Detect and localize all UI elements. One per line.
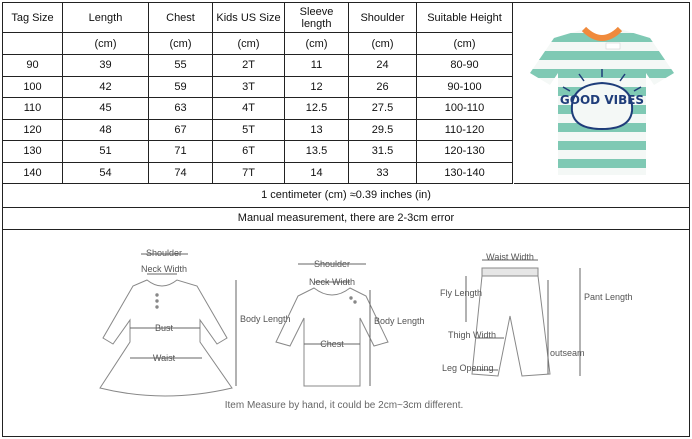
table-cell: 59 [149, 76, 213, 98]
table-cell: 51 [63, 141, 149, 163]
tshirt-shoulder-label: Shoulder [313, 259, 351, 269]
pants-outseam-label: outseam [550, 348, 585, 358]
table-cell: 54 [63, 162, 149, 184]
pants-diagram [466, 260, 580, 376]
table-cell: 80-90 [417, 55, 513, 77]
dress-shoulder-label: Shoulder [145, 248, 183, 258]
product-image [514, 2, 690, 184]
table-unit-row [3, 33, 513, 55]
header-cell: Kids US Size [213, 3, 285, 33]
unit-cell: (cm) [63, 33, 149, 55]
table-cell: 67 [149, 119, 213, 141]
table-cell: 110 [3, 98, 63, 120]
table-row [3, 76, 513, 98]
striped-tshirt-illustration [514, 3, 690, 185]
table-cell: 2T [213, 55, 285, 77]
unit-cell: (cm) [349, 33, 417, 55]
unit-cell: (cm) [285, 33, 349, 55]
table-header-row [3, 3, 513, 33]
table-cell: 27.5 [349, 98, 417, 120]
table-row [3, 119, 513, 141]
table-cell: 11 [285, 55, 349, 77]
table-cell: 45 [63, 98, 149, 120]
table-row [3, 55, 513, 77]
table-cell: 24 [349, 55, 417, 77]
measurement-footer: Item Measure by hand, it could be 2cm~3cm different. [224, 400, 464, 411]
table-cell: 13.5 [285, 141, 349, 163]
dress-bust-label: Bust [154, 323, 174, 333]
pants-waist-label: Waist Width [486, 252, 534, 262]
table-cell: 29.5 [349, 119, 417, 141]
table-cell: 140 [3, 162, 63, 184]
table-row [3, 141, 513, 163]
table-cell: 3T [213, 76, 285, 98]
table-cell: 120-130 [417, 141, 513, 163]
table-cell: 13 [285, 119, 349, 141]
table-cell: 12.5 [285, 98, 349, 120]
table-cell: 71 [149, 141, 213, 163]
table-cell: 100 [3, 76, 63, 98]
table-cell: 4T [213, 98, 285, 120]
tshirt-chest-label: Chest [320, 339, 344, 349]
table-row [3, 98, 513, 120]
table-cell: 48 [63, 119, 149, 141]
dress-waist-label: Waist [152, 353, 176, 363]
table-cell: 31.5 [349, 141, 417, 163]
header-cell: Shoulder [349, 3, 417, 33]
unit-cell: (cm) [213, 33, 285, 55]
table-cell: 100-110 [417, 98, 513, 120]
dress-neck-label: Neck Width [140, 264, 188, 274]
pants-leg-label: Leg Opening [442, 363, 494, 373]
table-cell: 6T [213, 141, 285, 163]
table-cell: 39 [63, 55, 149, 77]
pants-length-label: Pant Length [584, 292, 633, 302]
table-cell: 33 [349, 162, 417, 184]
table-row [3, 162, 513, 184]
table-cell: 90-100 [417, 76, 513, 98]
unit-cell: (cm) [417, 33, 513, 55]
size-table [2, 2, 513, 184]
error-note: Manual measurement, there are 2-3cm error [2, 208, 690, 230]
table-cell: 7T [213, 162, 285, 184]
table-cell: 74 [149, 162, 213, 184]
tshirt-length-label: Body Length [374, 316, 425, 326]
pants-fly-label: Fly Length [440, 288, 483, 298]
table-cell: 42 [63, 76, 149, 98]
table-cell: 110-120 [417, 119, 513, 141]
header-cell: Tag Size [3, 3, 63, 33]
conversion-note: 1 centimeter (cm) ≈0.39 inches (in) [2, 184, 690, 208]
table-cell: 63 [149, 98, 213, 120]
print-text: GOOD VIBES [559, 93, 645, 107]
table-cell: 130-140 [417, 162, 513, 184]
table-cell: 12 [285, 76, 349, 98]
table-cell: 14 [285, 162, 349, 184]
pants-thigh-label: Thigh Width [448, 330, 497, 340]
header-cell: Length [63, 3, 149, 33]
table-cell: 90 [3, 55, 63, 77]
orange-collar [584, 29, 620, 38]
unit-cell: (cm) [149, 33, 213, 55]
header-cell: Chest [149, 3, 213, 33]
header-cell: Suitable Height [417, 3, 513, 33]
table-cell: 26 [349, 76, 417, 98]
unit-cell [3, 33, 63, 55]
table-cell: 130 [3, 141, 63, 163]
table-cell: 55 [149, 55, 213, 77]
table-cell: 120 [3, 119, 63, 141]
table-cell: 5T [213, 119, 285, 141]
header-cell: Sleeve length [285, 3, 349, 33]
tshirt-neck-label: Neck Width [308, 277, 356, 287]
dress-length-label: Body Length [240, 314, 291, 324]
